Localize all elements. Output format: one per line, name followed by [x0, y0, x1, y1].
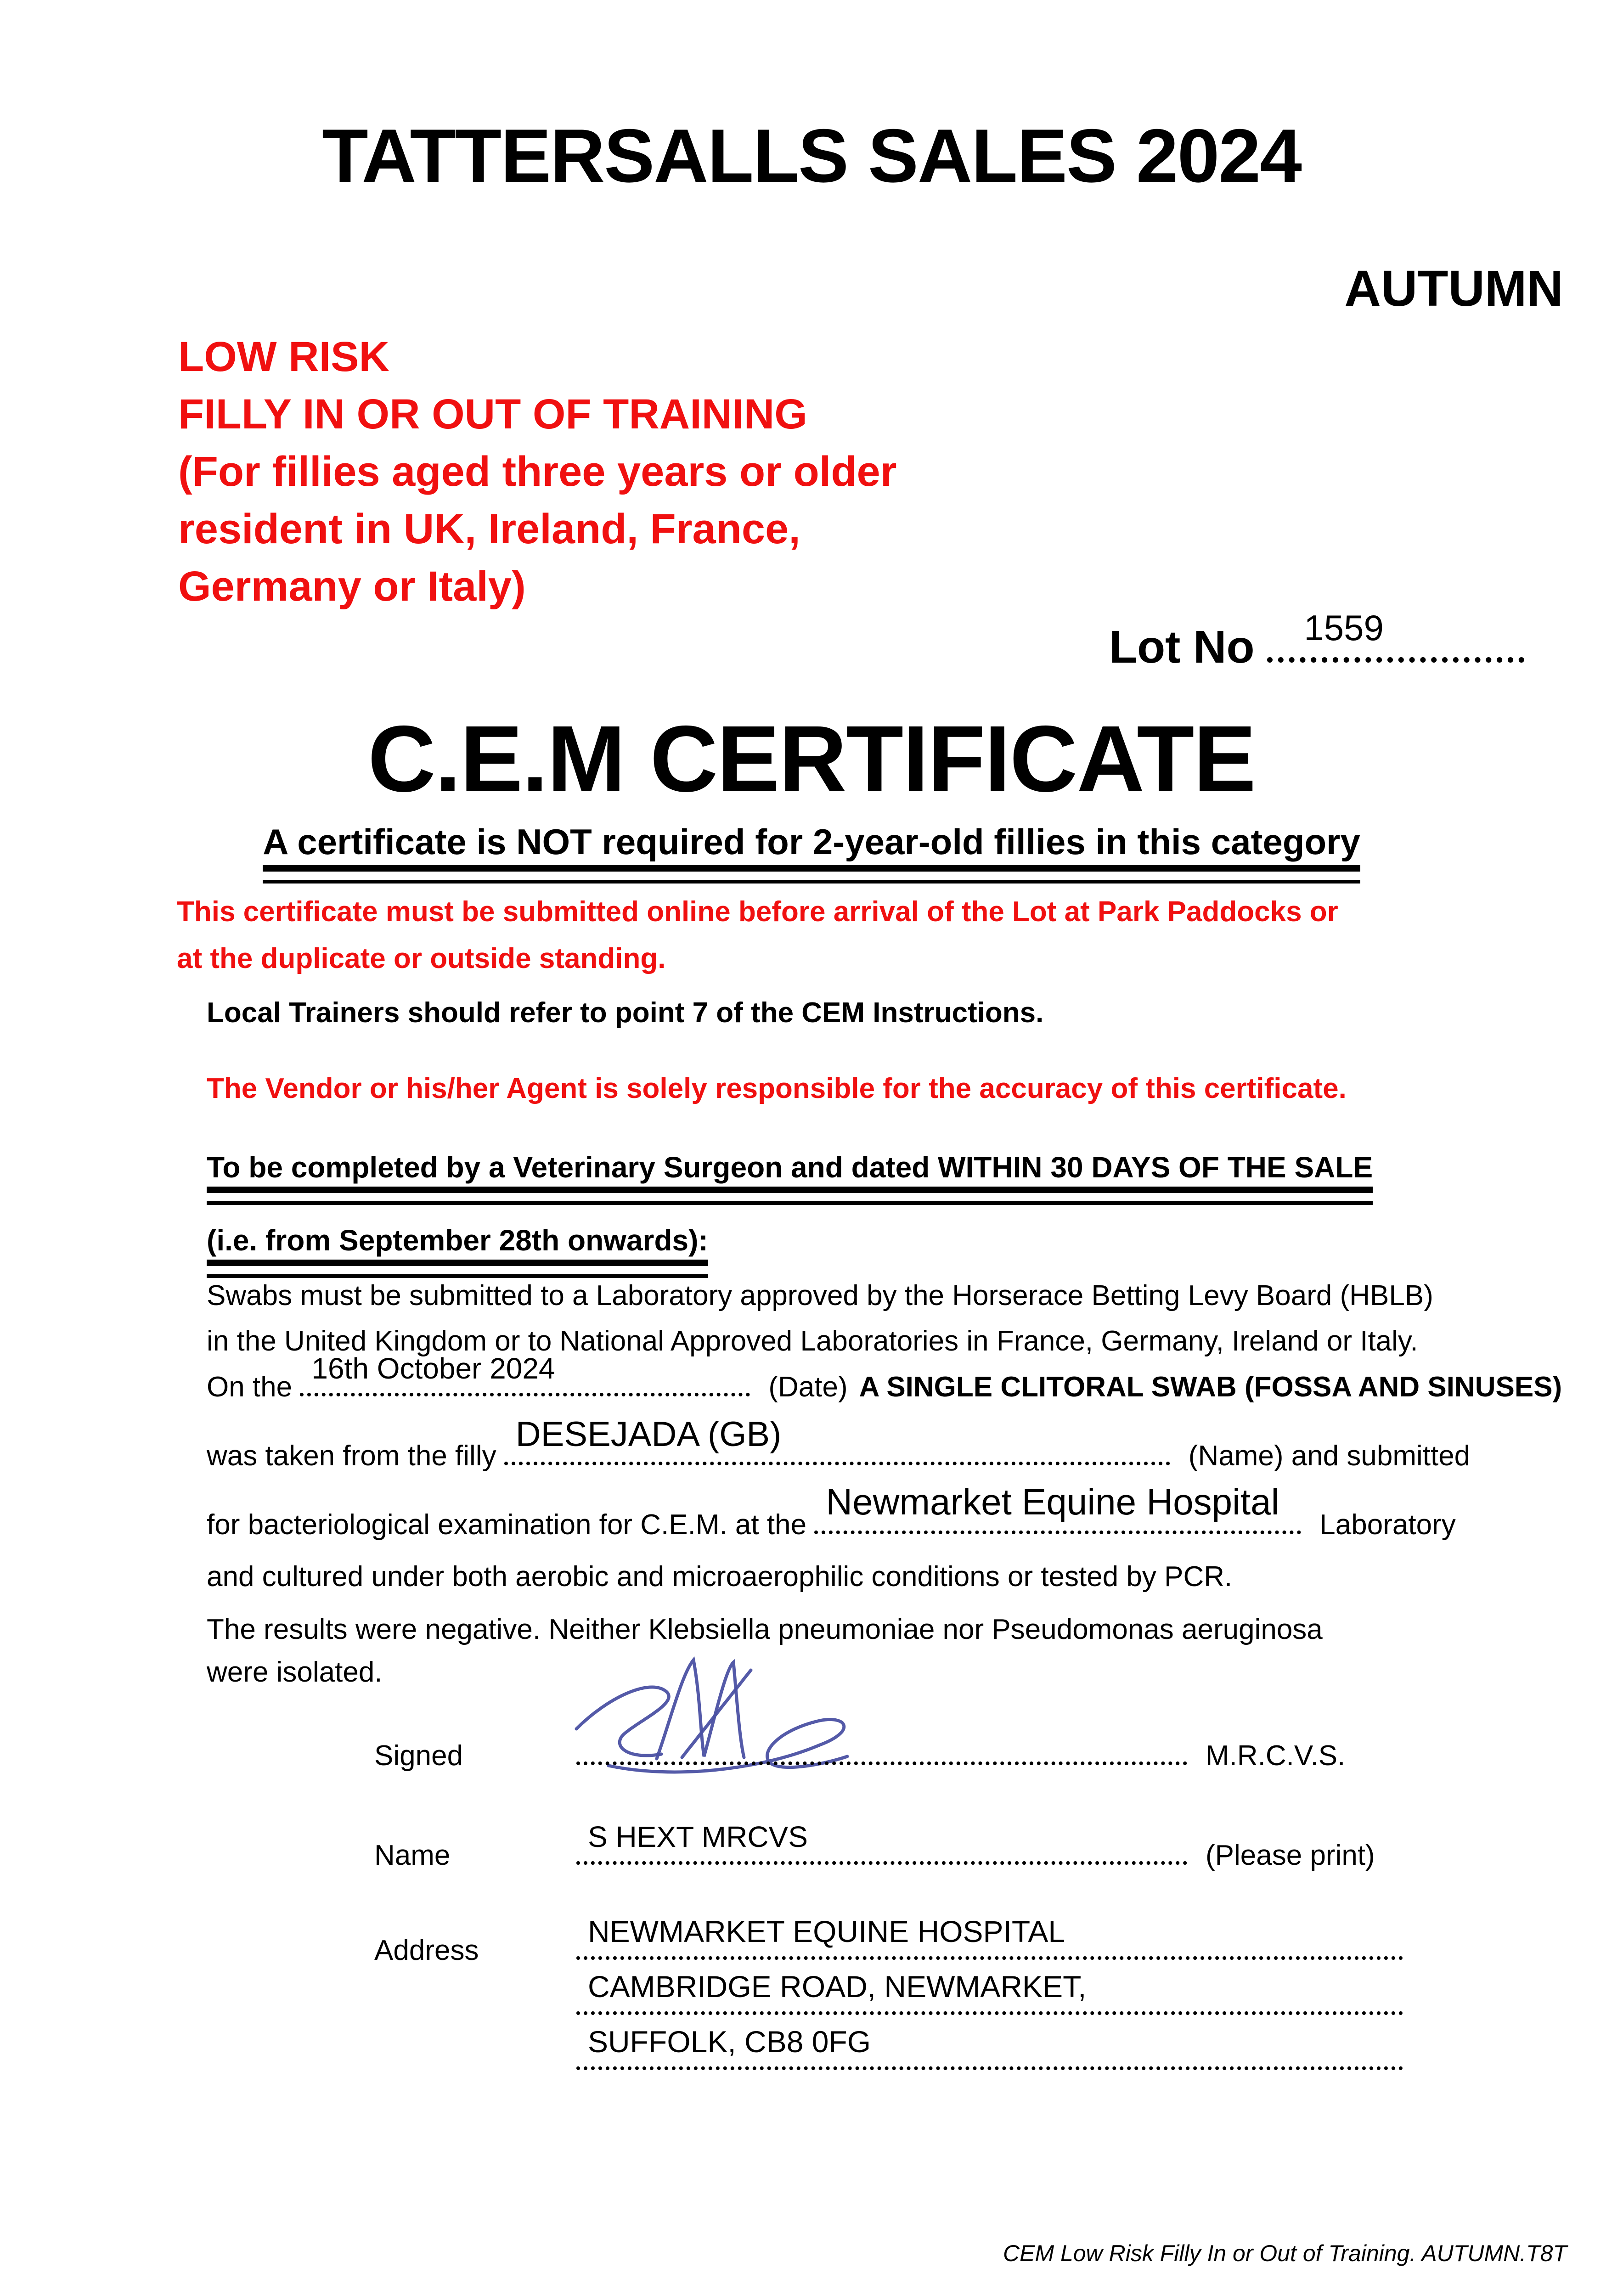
address-field — [576, 1914, 1403, 1960]
local-trainers-note: Local Trainers should refer to point 7 of the CEM Instructions. — [207, 997, 1044, 1029]
cultured-line: and cultured under both aerobic and microaerophilic conditions or tested by PCR. — [207, 1561, 1233, 1593]
risk-heading-line: (For fillies aged three years or older — [178, 448, 897, 495]
address-label: Address — [374, 1935, 479, 1966]
risk-heading-line: LOW RISK — [178, 333, 389, 380]
please-print-label: (Please print) — [1206, 1840, 1375, 1871]
mrcvs-label: M.R.C.V.S. — [1206, 1740, 1346, 1772]
address-row — [374, 1914, 1403, 1967]
vet-instruction-line — [207, 1150, 1373, 1205]
results-line: The results were negative. Neither Klebsiella pneumoniae nor Pseudomonas aeruginosa — [207, 1614, 1323, 1645]
page-title: TATTERSALLS SALES 2024 — [322, 113, 1301, 198]
name-label: Name — [374, 1840, 451, 1871]
lot-number-row — [1109, 608, 1524, 674]
footer-reference: CEM Low Risk Filly In or Out of Training. AUTUMN.T8T — [1003, 2240, 1567, 2266]
swabs-line: Swabs must be submitted to a Laboratory approved by the Horserace Betting Levy Board (HBLB) — [207, 1280, 1433, 1311]
laboratory-field — [814, 1481, 1301, 1534]
vet-instruction-text: To be completed by a Veterinary Surgeon and dated WITHIN 30 DAYS OF THE SALE — [207, 1150, 1373, 1193]
signed-row — [374, 1739, 1345, 1772]
online-submission-notice — [177, 889, 1338, 983]
address-field — [576, 1970, 1403, 2015]
swab-type-text: A SINGLE CLITORAL SWAB (FOSSA AND SINUSES) — [859, 1371, 1562, 1403]
signed-label: Signed — [374, 1740, 463, 1772]
risk-heading-line: resident in UK, Ireland, France, — [178, 506, 800, 553]
date-suffix: (Date) — [768, 1371, 848, 1403]
lab-prefix: for bacteriological examination for C.E.M. at the — [207, 1509, 815, 1541]
laboratory-value: Newmarket Equine Hospital — [826, 1481, 1279, 1522]
season-label: AUTUMN — [1344, 260, 1563, 317]
filly-name-row — [207, 1415, 1471, 1472]
lot-number-field — [1267, 608, 1524, 663]
address-row — [374, 2025, 1403, 2077]
address-value: SUFFOLK, CB8 0FG — [588, 2025, 871, 2059]
certificate-subtitle-text: A certificate is NOT required for 2-year-old fillies in this category — [263, 821, 1360, 872]
risk-heading-line: FILLY IN OR OUT OF TRAINING — [178, 391, 807, 438]
date-prefix: On the — [207, 1371, 300, 1403]
filly-suffix: (Name) and submitted — [1188, 1440, 1471, 1472]
filly-prefix: was taken from the filly — [207, 1440, 504, 1472]
risk-category-heading — [178, 328, 897, 616]
signature-field — [576, 1761, 1187, 1765]
address-row — [374, 1970, 1403, 2022]
laboratory-row — [207, 1481, 1456, 1541]
address-field — [576, 2025, 1403, 2070]
name-row — [374, 1820, 1375, 1872]
lot-number-value: 1559 — [1304, 608, 1384, 648]
certificate-subtitle — [0, 821, 1623, 884]
results-line: were isolated. — [207, 1656, 383, 1688]
address-value: NEWMARKET EQUINE HOSPITAL — [588, 1914, 1065, 1948]
vet-instruction-text: (i.e. from September 28th onwards): — [207, 1223, 708, 1266]
date-value: 16th October 2024 — [311, 1352, 555, 1385]
filly-name-value: DESEJADA (GB) — [515, 1415, 782, 1454]
swabs-line: in the United Kingdom or to National Approved Laboratories in France, Germany, Ireland or Italy. — [207, 1325, 1418, 1357]
lab-suffix: Laboratory — [1319, 1509, 1456, 1541]
address-value: CAMBRIDGE ROAD, NEWMARKET, — [588, 1970, 1087, 2003]
date-field — [300, 1352, 750, 1396]
swabs-instructions — [207, 1273, 1433, 1364]
certificate-title: C.E.M CERTIFICATE — [367, 706, 1256, 811]
name-field — [576, 1820, 1187, 1865]
notice-line: This certificate must be submitted online before arrival of the Lot at Park Paddocks or — [177, 896, 1338, 928]
notice-line: at the duplicate or outside standing. — [177, 943, 666, 975]
name-value: S HEXT MRCVS — [588, 1820, 808, 1853]
vet-instruction-line — [207, 1223, 1373, 1278]
lot-number-label: Lot No — [1109, 621, 1268, 673]
date-row — [207, 1352, 1562, 1403]
risk-heading-line: Germany or Italy) — [178, 563, 526, 610]
filly-name-field — [504, 1415, 1170, 1465]
vendor-responsibility-note: The Vendor or his/her Agent is solely responsible for the accuracy of this certificate. — [207, 1073, 1347, 1104]
